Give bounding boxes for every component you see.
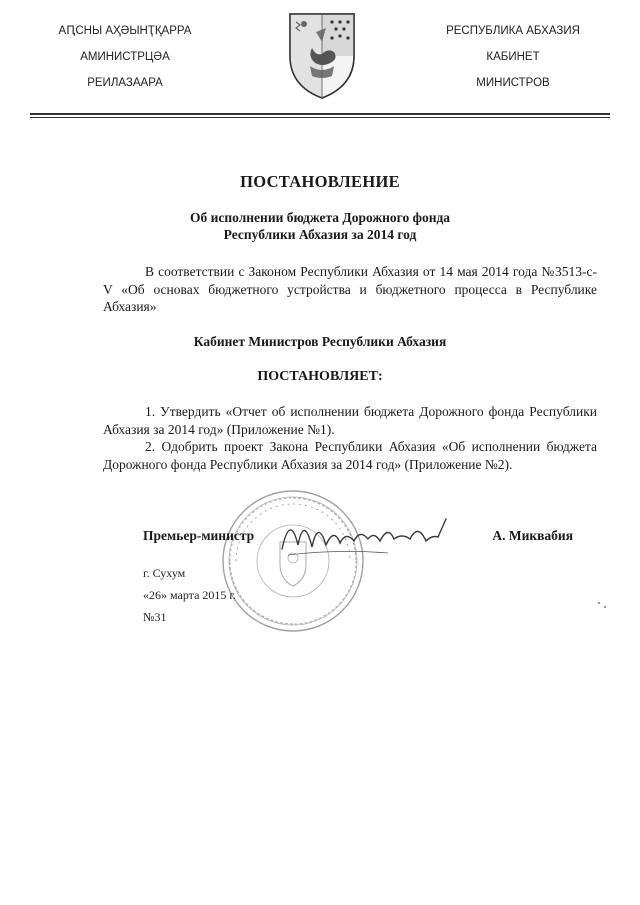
header-right-line-2: КАБИНЕТ	[486, 51, 540, 63]
subtitle-line-1: Об исполнении бюджета Дорожного фонда	[189, 210, 451, 225]
issue-date: «26» марта 2015 г.	[143, 588, 236, 602]
document-title: ПОСТАНОВЛЕНИЕ	[240, 172, 400, 191]
scan-speck	[598, 602, 600, 604]
header-right-line-1: РЕСПУБЛИКА АБХАЗИЯ	[446, 25, 580, 37]
preamble-text: В соответствии с Законом Республики Абхазия от 14 мая 2014 года №3513-с-V «Об основах бюджетного устройства и бюджетного процесса в Республике Абхазия»	[103, 264, 597, 314]
header-divider-thin	[30, 117, 610, 118]
decree-item-1: 1. Утвердить «Отчет об исполнении бюджета Дорожного фонда Республики Абхазия за 2014 год» (Приложение №1).	[103, 404, 597, 437]
header-left-block	[10, 18, 240, 96]
signer-position: Премьер-министр	[143, 528, 255, 543]
document-number: №31	[143, 610, 167, 624]
decree-heading: ПОСТАНОВЛЯЕТ:	[257, 369, 383, 384]
subtitle-line-2: Республики Абхазия за 2014 год	[223, 227, 417, 242]
decree-items	[103, 403, 597, 473]
scan-speck	[604, 606, 606, 608]
issuer-line: Кабинет Министров Республики Абхазия	[193, 334, 447, 349]
header-left-line-3: РЕИЛАЗААРА	[87, 77, 163, 89]
document-subtitle	[0, 209, 640, 243]
abkhazia-coat-of-arms-icon	[282, 8, 362, 100]
header-divider-thick	[30, 113, 610, 115]
header-right-block	[398, 18, 628, 96]
header-right-line-3: МИНИСТРОВ	[476, 77, 550, 89]
issue-place: г. Сухум	[143, 566, 186, 580]
signer-name: А. Миквабия	[492, 528, 573, 543]
handwritten-signature	[268, 505, 458, 565]
decree-item-2: 2. Одобрить проект Закона Республики Абхазия «Об исполнении бюджета Дорожного фонда Республики Абхазия за 2014 год» (Приложение №2).	[103, 439, 597, 472]
preamble-paragraph	[103, 263, 597, 316]
header-left-line-2: АМИНИСТРЦӘА	[80, 51, 170, 63]
header-left-line-1: АԤСНЫ АҲӘЫНҬҚАРРА	[58, 25, 192, 37]
